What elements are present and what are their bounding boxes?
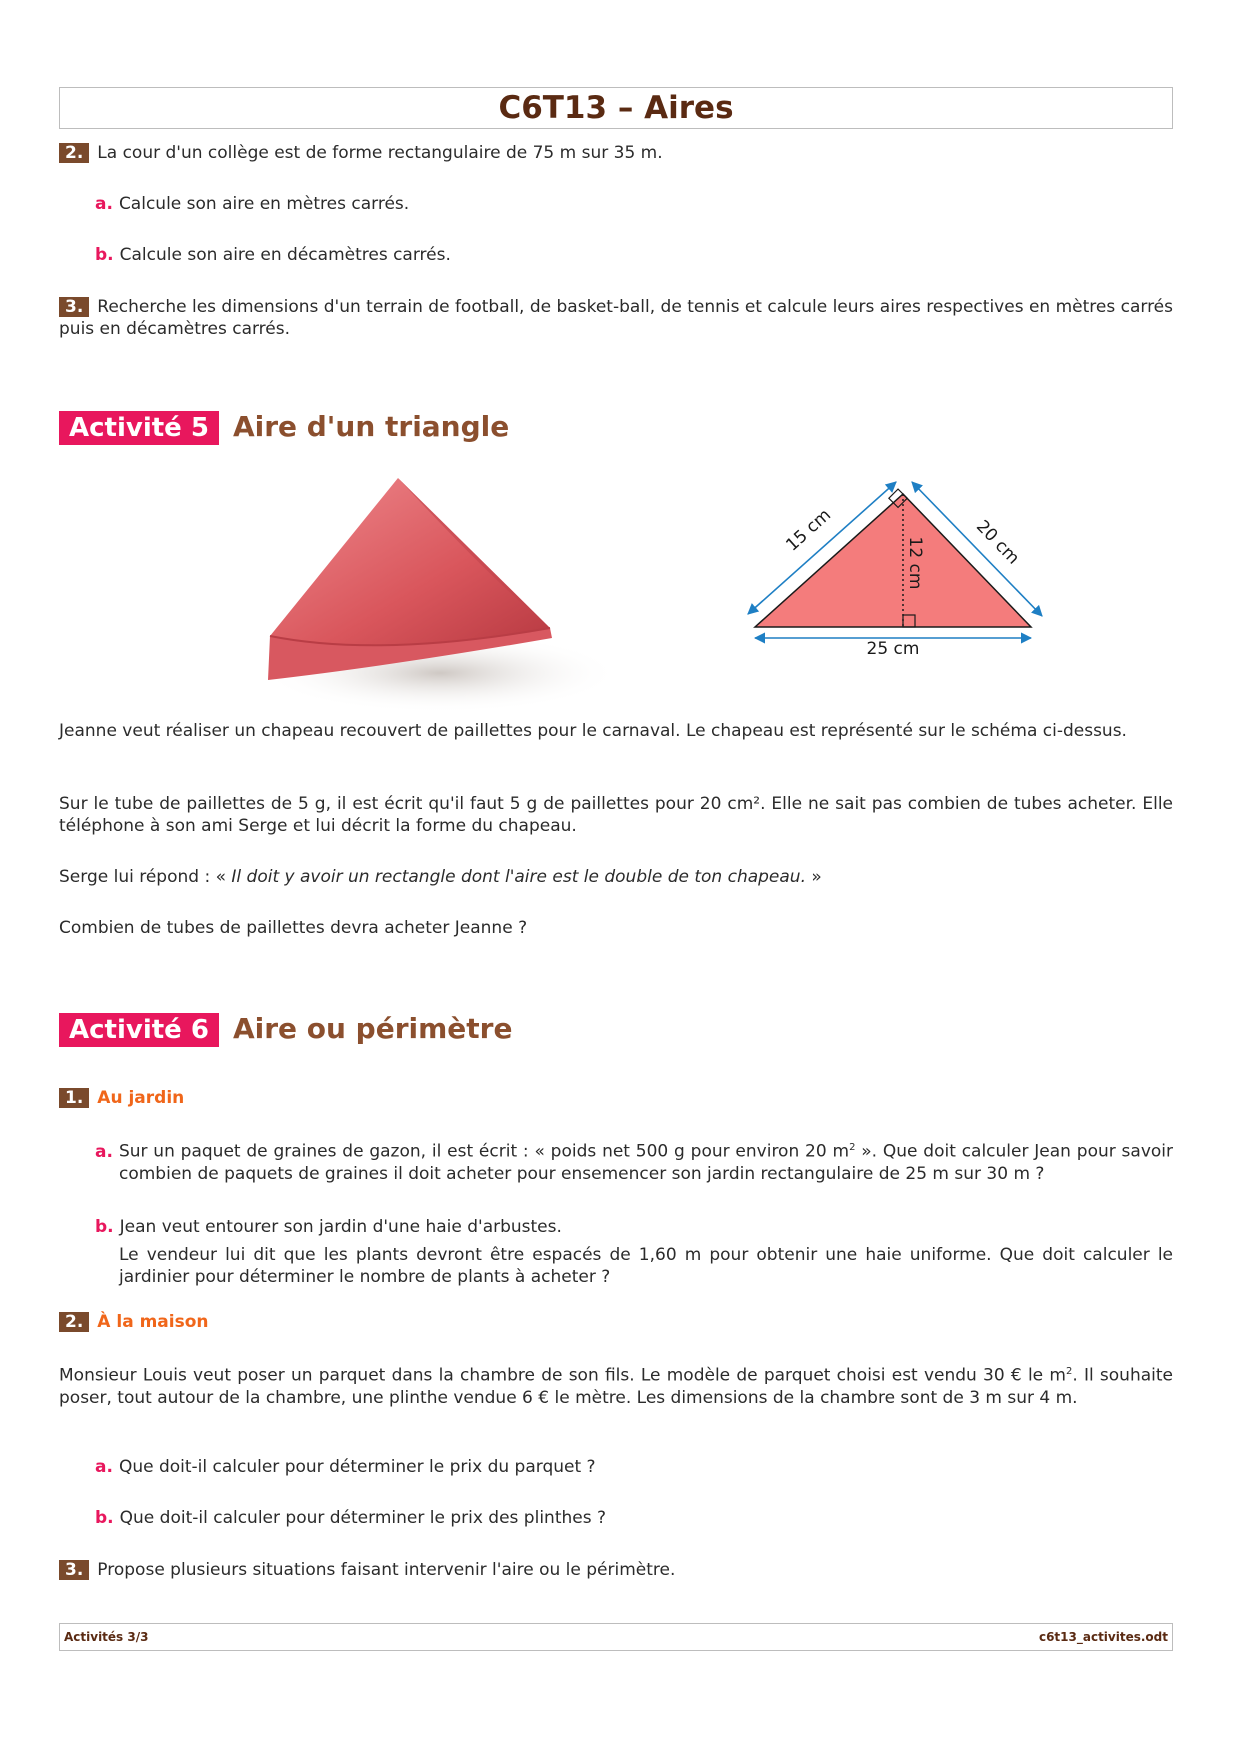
question-text: Sur un paquet de graines de gazon, il est écrit : « poids net 500 g pour environ 20 m [118, 1141, 850, 1162]
hat-image [240, 458, 610, 718]
activity-title: Aire d'un triangle [232, 410, 510, 443]
question-letter: b. [95, 245, 114, 265]
section-number: 3. [59, 1560, 89, 1580]
superscript: 2 [849, 1142, 856, 1153]
question-letter: a. [95, 1457, 113, 1477]
question-text: Que doit-il calculer pour déterminer le prix du parquet ? [118, 1457, 596, 1477]
activity-title: Aire ou périmètre [232, 1012, 513, 1045]
question-letter: a. [95, 194, 113, 214]
quote-text: Il doit y avoir un rectangle dont l'aire est le double de ton chapeau. [231, 867, 806, 887]
section-number: 1. [59, 1088, 89, 1108]
question-letter: a. [95, 1141, 113, 1162]
question-b-details: Le vendeur lui dit que les plants devront être espacés de 1,60 m pour obtenir une haie uniforme. Que doit calculer le jardinier pour déterminer le nombre de plants à acheter ? [119, 1245, 1173, 1287]
section-title: À la maison [97, 1312, 209, 1332]
section-number: 2. [59, 1312, 89, 1332]
label-side-left: 15 cm [782, 505, 836, 556]
exercise-3 [59, 296, 1173, 340]
question-text: Que doit-il calculer pour déterminer le prix des plinthes ? [119, 1508, 606, 1528]
activity-badge: Activité 5 [59, 411, 219, 445]
activity-5-heading [59, 410, 509, 445]
question-text: Calcule son aire en décamètres carrés. [119, 245, 451, 265]
question-letter: b. [95, 1217, 114, 1237]
question-letter: b. [95, 1508, 114, 1528]
superscript: 2 [1065, 1366, 1073, 1377]
question-b [95, 244, 1165, 266]
paragraph [59, 866, 1173, 888]
paragraph [59, 1361, 1173, 1409]
exercise-text: Recherche les dimensions d'un terrain de football, de basket-ball, de tennis et calcule leurs aires respectives en mètres carrés puis en décamètres carrés. [59, 297, 1173, 339]
paragraph: Combien de tubes de paillettes devra acheter Jeanne ? [59, 918, 528, 938]
exercise-number: 2. [59, 143, 89, 163]
question-text: Calcule son aire en mètres carrés. [118, 194, 410, 214]
section-2-heading [59, 1311, 1173, 1333]
label-side-right: 20 cm [972, 516, 1024, 569]
question-a [95, 1137, 1173, 1185]
question-text: ». Que doit calculer Jean pour savoir combien de paquets de graines il doit acheter pour ensemencer son jardin rectangulaire de 25 m sur 30 m ? [119, 1141, 1173, 1184]
paragraph: Jeanne veut réaliser un chapeau recouvert de paillettes pour le carnaval. Le chapeau est représenté sur le schéma ci-dessus. [59, 721, 1127, 741]
text: Monsieur Louis veut poser un parquet dans la chambre de son fils. Le modèle de parquet choisi est vendu 30 € le m [59, 1365, 1066, 1386]
question-a [95, 193, 1165, 215]
page-title: C6T13 – Aires [59, 87, 1173, 129]
exercise-2 [59, 142, 1173, 164]
paragraph: Sur le tube de paillettes de 5 g, il est écrit qu'il faut 5 g de paillettes pour 20 cm². Elle ne sait pas combien de tubes acheter. Elle téléphone à son ami Serge et lui décrit la forme du chapeau. [59, 794, 1173, 836]
activity-badge: Activité 6 [59, 1013, 219, 1047]
footer-filename: c6t13_activites.odt [1038, 1630, 1168, 1644]
text: Serge lui répond : « [59, 867, 232, 887]
triangle-shape [755, 494, 1031, 627]
section-1-heading [59, 1087, 1173, 1109]
footer-page-info: Activités 3/3 [64, 1630, 149, 1644]
section-3 [59, 1559, 1173, 1581]
section-text: Propose plusieurs situations faisant intervenir l'aire ou le périmètre. [97, 1560, 676, 1580]
question-b [95, 1216, 1165, 1238]
text: . Il souhaite poser, tout autour de la chambre, une plinthe vendue 6 € le mètre. Les dimensions de la chambre sont de 3 m sur 4 m. [59, 1365, 1173, 1408]
question-a [95, 1456, 1165, 1478]
activity-6-heading [59, 1012, 512, 1047]
hat-photo [240, 458, 610, 718]
question-b [95, 1507, 1165, 1529]
page-footer [59, 1623, 1173, 1651]
text: » [805, 867, 822, 887]
label-base: 25 cm [866, 639, 920, 659]
question-text: Jean veut entourer son jardin d'une haie d'arbustes. [119, 1217, 562, 1237]
exercise-number: 3. [59, 297, 89, 317]
label-height: 12 cm [905, 536, 925, 590]
exercise-text: La cour d'un collège est de forme rectangulaire de 75 m sur 35 m. [97, 143, 663, 163]
section-title: Au jardin [97, 1088, 185, 1108]
triangle-diagram [740, 470, 1060, 670]
